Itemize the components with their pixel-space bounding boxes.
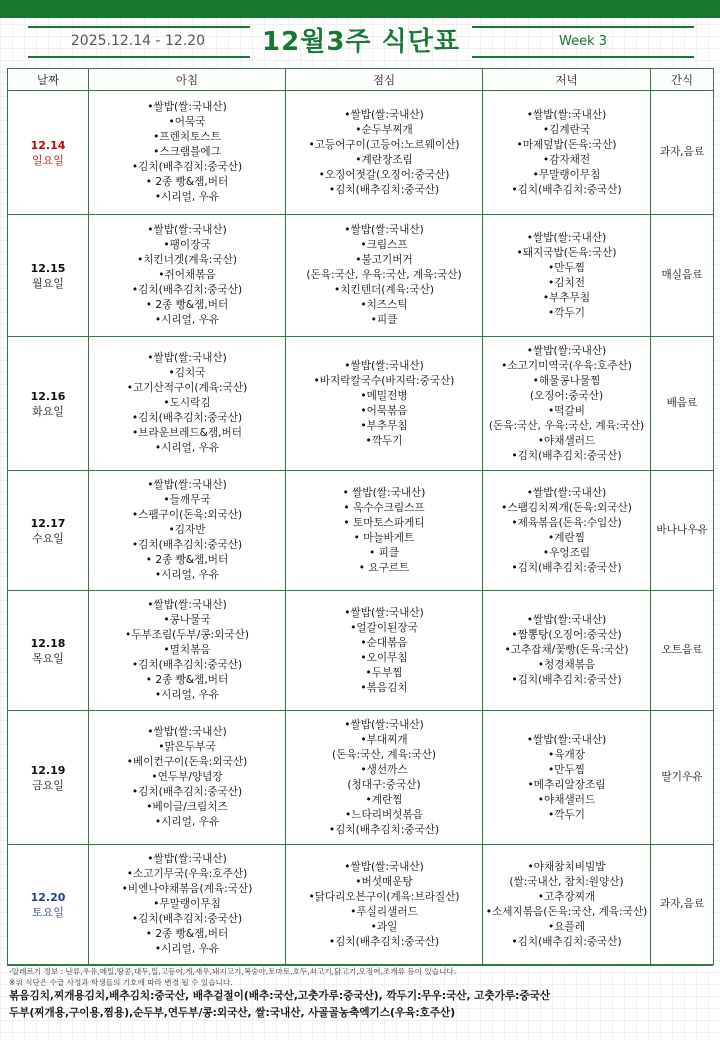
menu-item: •김자반	[168, 524, 206, 536]
menu-item: •시리얼, 우유	[154, 943, 220, 955]
menu-item: •쌀밥(쌀:국내산)	[526, 344, 607, 357]
dinner-cell	[483, 215, 651, 337]
menu-item: •깍두기	[548, 808, 585, 821]
menu-item: (쌀:국내산, 참치:원양산)	[509, 875, 624, 888]
menu-item: •베이컨구이(돈육:외국산)	[126, 756, 248, 768]
menu-item: •팽이장국	[163, 239, 211, 251]
menu-item: •쌀밥(쌀:국내산)	[344, 860, 424, 873]
date-number: 12.17	[30, 516, 66, 530]
menu-item: •소세지볶음(돈육:국산, 계육:국산)	[485, 905, 648, 918]
menu-item: •김치(배추김치:중국산)	[131, 539, 243, 551]
divider-line	[28, 56, 250, 58]
menu-item: •쌀밥(쌀:국내산)	[526, 108, 607, 121]
menu-item: •쌀밥(쌀:국내산)	[147, 101, 227, 113]
breakfast-cell	[89, 215, 286, 337]
menu-item: •시리얼, 우유	[154, 442, 220, 454]
origin-note: 볶음김치,찌개용김치,배추김치:중국산, 배추겉절이(배추:국산,고춧가루:중국산), 깍두기:무우:국산, 고춧가루:중국산	[9, 990, 551, 1002]
menu-item: •생선까스	[360, 763, 408, 776]
menu-item: •김치(배추김치:중국산)	[328, 823, 440, 836]
menu-item: •소고기미역국(우육:호주산)	[501, 359, 632, 372]
menu-item: •불고기버거	[355, 254, 413, 266]
dinner-cell	[483, 711, 651, 845]
menu-item: •김치(배추김치:중국산)	[511, 449, 622, 462]
menu-item: •쌀밥(쌀:국내산)	[147, 853, 227, 865]
date-cell	[8, 215, 89, 337]
snack-cell: 배음료	[651, 337, 714, 471]
breakfast-cell	[89, 711, 286, 845]
day-row	[8, 215, 714, 337]
menu-item: •깍두기	[365, 434, 403, 447]
day-row	[8, 91, 714, 215]
menu-item: •야채참치비빔밥	[527, 860, 606, 873]
menu-item: • 2종 빵&잼,버터	[145, 299, 229, 311]
day-of-week: 일요일	[32, 153, 64, 167]
menu-item: •쌀밥(쌀:국내산)	[147, 479, 227, 491]
dinner-cell	[483, 471, 651, 591]
menu-item: •요플레	[548, 920, 585, 933]
page-title: 12월3주 식단표	[262, 27, 460, 57]
menu-item: •시리얼, 우유	[154, 569, 220, 581]
menu-item: •쌀밥(쌀:국내산)	[526, 614, 607, 626]
menu-item: •도시락김	[163, 397, 211, 409]
date-cell	[8, 91, 89, 215]
menu-item: •얼갈이된장국	[350, 621, 418, 634]
menu-item: •맑은두부국	[158, 741, 216, 753]
lunch-cell	[286, 711, 483, 845]
day-row	[8, 471, 714, 591]
breakfast-cell	[89, 591, 286, 711]
menu-item: •두부조림(두부/콩:외국산)	[125, 629, 249, 641]
menu-item: (오징어:중국산)	[529, 389, 604, 402]
menu-item: •쌀밥(쌀:국내산)	[344, 224, 424, 236]
snack-cell: 과자,음료	[651, 91, 714, 215]
lunch-cell	[286, 337, 483, 471]
menu-item: •볶음김치	[360, 681, 408, 694]
menu-item: •김계란국	[542, 123, 591, 136]
menu-item: •쌀밥(쌀:국내산)	[526, 486, 607, 499]
date-number: 12.20	[30, 890, 66, 904]
day-of-week: 금요일	[32, 778, 64, 792]
date-number: 12.18	[30, 636, 66, 650]
menu-item: •순대볶음	[360, 636, 408, 649]
menu-item: •콩나물국	[163, 614, 211, 626]
date-number: 12.16	[30, 389, 66, 403]
lunch-cell	[286, 471, 483, 591]
allergy-note: -알레르기 정보 : 난류,우유,메밀,땅콩,대두,밀,고등어,게,새우,돼지고기,복숭아,토마토,호두,쇠고기,닭고기,오징어,조개류 등이 있습니다.	[9, 967, 457, 976]
day-of-week: 수요일	[32, 531, 64, 545]
origin-note: 두부(찌개용,구이용,찜용),순두부,연두부/콩:외국산, 쌀:국내산, 사골골농축엑기스(우육:호주산)	[9, 1007, 456, 1019]
menu-item: •멸치볶음	[163, 644, 211, 656]
menu-item: •과일	[370, 920, 398, 933]
menu-item: •어묵볶음	[360, 404, 408, 417]
menu-item: • 2종 빵&잼,버터	[145, 674, 229, 686]
snack-cell: 바나나우유	[651, 471, 714, 591]
menu-item: •쌀밥(쌀:국내산)	[147, 726, 227, 738]
breakfast-cell	[89, 337, 286, 471]
change-note: ※위 식단은 수급 사정과 학생들의 기호에 따라 변경 될 수 있습니다.	[9, 978, 233, 987]
dinner-cell	[483, 337, 651, 471]
menu-item: •들깨무국	[163, 494, 211, 506]
menu-item: •김치(배추김치:중국산)	[328, 183, 440, 196]
menu-item: •오징어젓갈(오징어:중국산)	[318, 168, 450, 181]
menu-item: •어묵국	[168, 116, 206, 128]
menu-item: •김치(배추김치:중국산)	[131, 412, 243, 424]
menu-item: • 옥수수크림스프	[343, 501, 425, 514]
date-cell	[8, 711, 89, 845]
menu-item: • 2종 빵&잼,버터	[145, 176, 229, 188]
menu-item: •푸실리샐러드	[350, 905, 418, 918]
date-range: 2025.12.14 - 12.20	[70, 33, 206, 49]
menu-item: •메추리알장조림	[527, 778, 606, 791]
day-of-week: 월요일	[32, 276, 64, 290]
menu-item: •브라운브레드&잼,버터	[132, 427, 242, 439]
menu-item: •쌀밥(쌀:국내산)	[344, 108, 424, 121]
menu-item: •계란장조림	[355, 153, 413, 166]
column-header-lunch: 점심	[286, 69, 483, 91]
column-header-dinner: 저녁	[483, 69, 651, 91]
menu-item: • 요구르트	[358, 561, 410, 574]
menu-item: •스팸김치찌개(돈육:외국산)	[501, 501, 632, 514]
menu-item: •김치(배추김치:중국산)	[131, 913, 243, 925]
menu-item: •마제덮밥(돈육:국산)	[516, 138, 617, 151]
menu-item: •부추무침	[360, 419, 408, 432]
menu-item: •청경채볶음	[537, 659, 596, 671]
breakfast-cell	[89, 845, 286, 965]
menu-item: •만두찜	[548, 261, 585, 274]
snack-cell: 오트음료	[651, 591, 714, 711]
menu-item: (돈육:국산, 우육:국산, 계육:국산)	[306, 269, 462, 281]
dinner-cell	[483, 845, 651, 965]
menu-item: •고기산적구이(계육:국산)	[126, 382, 248, 394]
breakfast-cell	[89, 471, 286, 591]
day-of-week: 토요일	[32, 905, 64, 919]
menu-item: •쌀밥(쌀:국내산)	[147, 352, 227, 364]
menu-item: •고추장찌개	[537, 890, 596, 903]
menu-item: (청대구:중국산)	[347, 778, 421, 791]
menu-item: •돼지국밥(돈육:국산)	[516, 246, 617, 259]
menu-item: • 피클	[368, 546, 400, 559]
snack-cell: 과자,음료	[651, 845, 714, 965]
menu-item: •시리얼, 우유	[154, 816, 220, 828]
menu-item: •김치(배추김치:중국산)	[511, 674, 622, 686]
menu-item: • 2종 빵&잼,버터	[145, 554, 229, 566]
day-of-week: 화요일	[32, 404, 64, 418]
menu-item: •버섯매운탕	[355, 875, 413, 888]
menu-item: •시리얼, 우유	[154, 314, 220, 326]
day-row	[8, 591, 714, 711]
breakfast-cell	[89, 91, 286, 215]
menu-item: •김치(배추김치:중국산)	[328, 935, 440, 948]
menu-item: •고등어구이(고등어:노르웨이산)	[308, 138, 460, 151]
menu-item: •시리얼, 우유	[154, 191, 220, 203]
menu-item: •느타리버섯볶음	[345, 808, 423, 821]
menu-item: •무말랭이무침	[532, 168, 601, 181]
menu-item: •스크램블에그	[153, 146, 221, 158]
dinner-cell	[483, 591, 651, 711]
menu-item: • 토마토스파게티	[343, 516, 425, 529]
date-cell	[8, 591, 89, 711]
date-number: 12.19	[30, 763, 66, 777]
menu-item: •닭다리오븐구이(계육:브라질산)	[308, 890, 460, 903]
menu-item: •쌀밥(쌀:국내산)	[526, 733, 607, 746]
menu-item: •바지락칼국수(바지락:중국산)	[313, 374, 455, 387]
menu-item: •계란찜	[365, 793, 403, 806]
day-row	[8, 337, 714, 471]
column-header-date: 날짜	[8, 69, 89, 91]
menu-item: •제육볶음(돈육:수입산)	[511, 516, 622, 529]
lunch-cell	[286, 591, 483, 711]
lunch-cell	[286, 91, 483, 215]
week-label: Week 3	[558, 34, 608, 49]
notes-section	[7, 965, 713, 1027]
menu-item: •연두부/양념장	[151, 771, 223, 783]
menu-item: •김치(배추김치:중국산)	[131, 659, 243, 671]
column-header-snack: 간식	[651, 69, 714, 91]
menu-item: • 마늘바게트	[353, 531, 415, 544]
lunch-cell	[286, 845, 483, 965]
menu-item: •우엉조림	[542, 546, 591, 559]
menu-item: •치킨텐더(계육:국산)	[334, 284, 434, 296]
menu-item: •부대찌개	[360, 733, 408, 746]
menu-item: •감자채전	[542, 153, 591, 166]
menu-item: •김치(배추김치:중국산)	[131, 284, 243, 296]
menu-item: •메밀전병	[360, 389, 408, 402]
menu-item: •순두부찌개	[355, 123, 413, 136]
menu-item: •김치(배추김치:중국산)	[511, 935, 622, 948]
lunch-cell	[286, 215, 483, 337]
top-accent-bar	[0, 0, 720, 18]
menu-item: •김치(배추김치:중국산)	[131, 161, 243, 173]
menu-item: •부추무침	[542, 291, 591, 304]
menu-item: •두부찜	[365, 666, 403, 679]
menu-item: (돈육:국산, 계육:국산)	[331, 748, 436, 761]
menu-item: •계란찜	[548, 531, 585, 544]
menu-item: •소고기무국(우육:호주산)	[126, 868, 248, 880]
menu-item: •쥐어채볶음	[158, 269, 216, 281]
menu-item: •육개장	[548, 748, 585, 761]
date-cell	[8, 337, 89, 471]
menu-item: •쌀밥(쌀:국내산)	[147, 599, 227, 611]
date-cell	[8, 471, 89, 591]
menu-item: •쌀밥(쌀:국내산)	[526, 231, 607, 244]
dinner-cell	[483, 91, 651, 215]
day-row	[8, 845, 714, 965]
menu-item: •떡갈비	[548, 404, 585, 417]
menu-item: •짬뽕탕(오징어:중국산)	[511, 629, 622, 641]
snack-cell: 매실음료	[651, 215, 714, 337]
menu-item: •쌀밥(쌀:국내산)	[147, 224, 227, 236]
date-number: 12.14	[30, 138, 66, 152]
date-cell	[8, 845, 89, 965]
menu-item: •시리얼, 우유	[154, 689, 220, 701]
menu-item: •김치(배추김치:중국산)	[511, 561, 622, 574]
date-number: 12.15	[30, 261, 66, 275]
menu-item: •야채샐러드	[537, 793, 596, 806]
column-header-breakfast: 아침	[89, 69, 286, 91]
menu-item: •스팸구이(돈육:외국산)	[131, 509, 243, 521]
day-of-week: 목요일	[32, 651, 64, 665]
menu-item: •김치(배추김치:중국산)	[131, 786, 243, 798]
menu-item: •프렌치토스트	[153, 131, 221, 143]
divider-line	[472, 56, 694, 58]
menu-item: •무말랭이무침	[153, 898, 221, 910]
header-row	[8, 69, 714, 91]
menu-item: •피클	[370, 314, 398, 326]
menu-item: •치즈스틱	[360, 299, 408, 311]
menu-item: •비엔나야채볶음(계육:국산)	[121, 883, 253, 895]
menu-item: •쌀밥(쌀:국내산)	[344, 359, 424, 372]
menu-item: •쌀밥(쌀:국내산)	[344, 606, 424, 619]
menu-item: •김치국	[168, 367, 206, 379]
menu-item: •만두찜	[548, 763, 585, 776]
day-row	[8, 711, 714, 845]
meal-table	[7, 68, 714, 965]
snack-cell: 딸기우유	[651, 711, 714, 845]
menu-item: •치킨너겟(계육:국산)	[137, 254, 237, 266]
menu-item: •깍두기	[548, 306, 585, 319]
menu-item: •베이글/크림치즈	[146, 801, 228, 813]
menu-item: •김치전	[548, 276, 585, 289]
menu-item: •크림스프	[360, 239, 408, 251]
menu-item: •고추잡채/꽃빵(돈육:국산)	[504, 644, 629, 656]
menu-item: •해물콩나물찜	[532, 374, 601, 387]
menu-item: • 쌀밥(쌀:국내산)	[342, 486, 426, 499]
menu-item: •오이무침	[360, 651, 408, 664]
menu-item: •김치(배추김치:중국산)	[511, 183, 622, 196]
menu-item: • 2종 빵&잼,버터	[145, 928, 229, 940]
menu-item: •쌀밥(쌀:국내산)	[344, 718, 424, 731]
menu-item: •야채샐러드	[537, 434, 596, 447]
menu-item: (돈육:국산, 우육:국산, 계육:국산)	[488, 419, 645, 432]
